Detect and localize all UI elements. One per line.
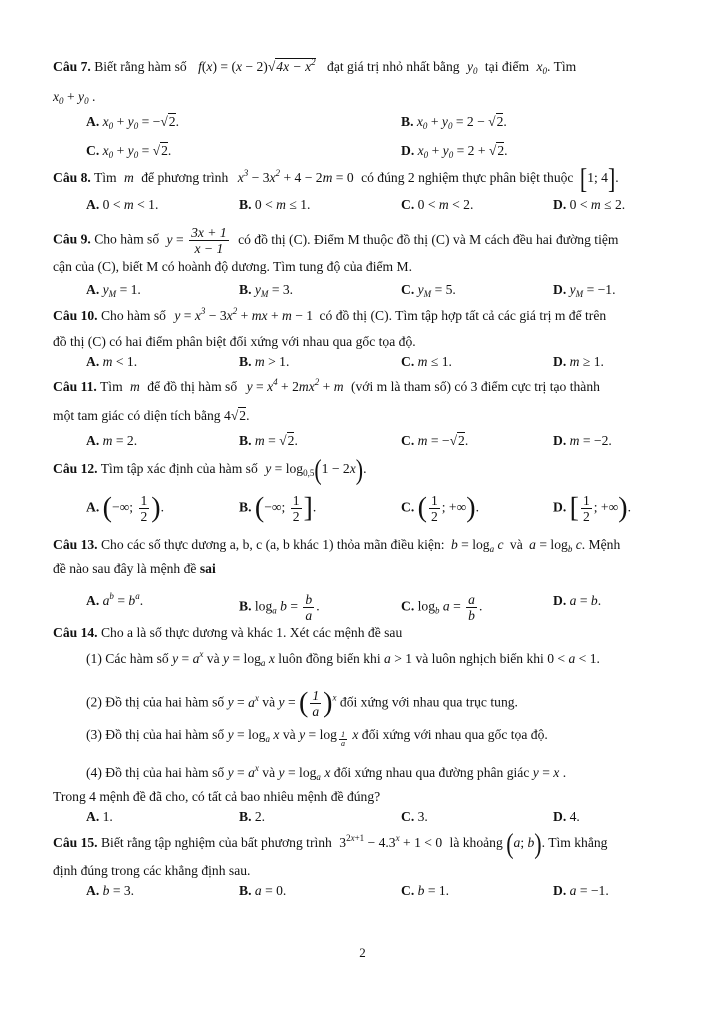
page-number: 2	[359, 945, 366, 960]
q9-line-1	[53, 225, 673, 256]
q10-text-b: có đồ thị (C). Tìm tập hợp tất cả các giá trị m để trên	[319, 308, 607, 323]
q7-option-a[interactable]: A. $x_0 + y_0 = -√2$.	[86, 114, 179, 131]
q14-option-b[interactable]: B. 2.	[239, 809, 266, 824]
q13-option-b[interactable]: B. $\log_a b$ = $\frac{b}{a}$ .	[239, 592, 320, 623]
q12-line-1	[53, 452, 673, 486]
q11-line-1: Câu 11. Tìm m để đồ thị hàm số $y = x^4 + 2mx^2 + m$ (với m là tham số) có 3 điểm cực trị tạo thành	[53, 377, 600, 394]
q10-option-c[interactable]: C. m ≤ 1.	[401, 354, 452, 369]
q10-line-1	[53, 307, 673, 325]
q13-text-b: . Mệnh	[581, 537, 621, 552]
q11-area: 4√2.	[224, 408, 250, 423]
q11-text-c: (với m là tham số) có 3 điểm cực trị tạo thành	[350, 379, 600, 394]
q10-label: Câu 10.	[53, 308, 98, 323]
q13-and: và	[509, 537, 523, 552]
q7-text-a: Biết rằng hàm số	[94, 59, 187, 74]
q7-line-1	[53, 58, 673, 76]
q13-option-c[interactable]: C. $\log_b a$ = $\frac{a}{b}$ .	[401, 592, 483, 623]
q8-option-c[interactable]: C. 0 < m < 2.	[401, 197, 474, 212]
q14-text-a: Cho a là số thực dương và khác 1. Xét các mệnh đề sau	[100, 625, 403, 640]
q13-line-1	[53, 536, 673, 554]
q7-ask: $x_0 + y_0$ .	[53, 89, 96, 106]
q14-line-1	[53, 624, 673, 642]
q15-text-a: Biết rằng tập nghiệm của bất phương trình	[100, 835, 332, 850]
q7-x0: $x_0$	[536, 59, 548, 76]
q8-text-c: có đúng 2 nghiệm thực phân biệt thuộc	[361, 170, 574, 185]
q11-label: Câu 11.	[53, 379, 97, 394]
q7-text-d: . Tìm	[547, 59, 577, 74]
q7-line-2	[53, 88, 673, 106]
q15-option-a[interactable]: A. b = 3.	[86, 883, 135, 898]
q13-text-a: Cho các số thực dương a, b, c (a, b khác 1) thỏa mãn điều kiện:	[100, 537, 445, 552]
q7-option-c[interactable]: C. $x_0 + y_0 = √2$.	[86, 143, 172, 160]
q11-text-b: để đồ thị hàm số	[147, 379, 238, 394]
q13-option-a[interactable]: A. $a^b = b^a$.	[86, 591, 144, 608]
q11-func: $y = x^4 + 2mx^2 + m$	[246, 377, 344, 394]
q13-line-2	[53, 560, 673, 578]
q12-label: Câu 12.	[53, 461, 98, 476]
q8-equation: $x^3 - 3x^2 + 4 - 2m = 0$	[237, 168, 354, 185]
q14-statement-2: (2) Đồ thị của hai hàm số $y = a^x$ và y = ( $\frac{1}{a}$ )$^x$ đối xứng với nhau qua trục tung.	[86, 687, 518, 719]
q8-option-d[interactable]: D. 0 < m ≤ 2.	[553, 197, 626, 212]
q9-func: y = $\frac{3x + 1}{x - 1}$	[166, 225, 227, 256]
q10-option-a[interactable]: A. m < 1.	[86, 354, 138, 369]
q11-option-c[interactable]: C. m = −√2.	[401, 433, 469, 448]
q12-text-a: Tìm tập xác định của hàm số	[100, 461, 258, 476]
q14-option-d[interactable]: D. 4.	[553, 809, 580, 824]
q8-option-b[interactable]: B. 0 < m ≤ 1.	[239, 197, 311, 212]
q13-sai: sai	[199, 561, 216, 576]
q15-ineq: $3^{2x+1} - 4.3^x + 1 < 0$	[339, 833, 443, 850]
q8-option-a[interactable]: A. 0 < m < 1.	[86, 197, 159, 212]
q11-line-2	[53, 407, 673, 425]
q7-func: $f(x) = (x - 2)√4x - x^2$	[198, 57, 316, 74]
q14-label: Câu 14.	[53, 625, 98, 640]
q9-line-2: cận của (C), biết M có hoành độ dương. Tìm tung độ của điểm M.	[53, 259, 412, 274]
q9-option-a[interactable]: A. $y_M = 1$.	[86, 282, 141, 299]
q15-line-1	[53, 826, 673, 860]
q7-text-b: đạt giá trị nhỏ nhất bằng	[327, 59, 460, 74]
q15-option-c[interactable]: C. b = 1.	[401, 883, 450, 898]
q15-text-b: là khoảng	[449, 835, 503, 850]
q15-line-2: định đúng trong các khẳng định sau.	[53, 863, 251, 878]
q15-label: Câu 15.	[53, 835, 98, 850]
q13-line2-text: đề nào sau đây là mệnh đề	[53, 561, 197, 576]
q10-option-d[interactable]: D. m ≥ 1.	[553, 354, 604, 369]
q14-statement-3: (3) Đồ thị của hai hàm số $y = \log_a x$ và y = log $_{\frac{1}{a}}$ x đối xứng với nhau qua gốc tọa độ.	[86, 727, 548, 749]
q9-option-c[interactable]: C. $y_M = 5$.	[401, 282, 456, 299]
q11-option-b[interactable]: B. m = √2.	[239, 433, 298, 448]
q7-option-b[interactable]: B. $x_0 + y_0 = 2 - √2$.	[401, 114, 507, 131]
q9-option-d[interactable]: D. $y_M = -1$.	[553, 282, 616, 299]
q9-option-b[interactable]: B. $y_M = 3$.	[239, 282, 294, 299]
q11-line2-text: một tam giác có diện tích bằng	[53, 408, 221, 423]
q11-option-d[interactable]: D. m = −2.	[553, 433, 612, 448]
q8-text-a: Tìm	[93, 170, 117, 185]
q15-text-c: Tìm khẳng	[548, 835, 608, 850]
q8-interval: [1; 4].	[579, 161, 619, 195]
q7-y0: $y_0$	[466, 59, 478, 76]
q12-func: $y = \log_{0,5}(1 - 2x)$.	[265, 452, 367, 486]
q12-option-d[interactable]: D. [ $\frac{1}{2}$ ; +∞).	[553, 492, 632, 524]
q10-line-2: đồ thị (C) có hai điểm phân biệt đối xứng với nhau qua gốc tọa độ.	[53, 334, 416, 349]
q11-option-a[interactable]: A. m = 2.	[86, 433, 138, 448]
q9-text-a: Cho hàm số	[94, 231, 160, 247]
q8-label: Câu 8.	[53, 170, 91, 185]
q15-option-b[interactable]: B. a = 0.	[239, 883, 287, 898]
q14-statement-1: (1) Các hàm số $y = a^x$ và $y = \log_a x$ luôn đồng biến khi a > 1 và luôn nghịch biến khi 0 < a < 1.	[86, 649, 600, 668]
q9-text-b: có đồ thị (C). Điểm M thuộc đồ thị (C) và M cách đều hai đường tiệm	[238, 231, 619, 247]
q13-cond2: $a = \log_b c$	[529, 537, 582, 554]
q10-option-b[interactable]: B. m > 1.	[239, 354, 290, 369]
q8-line-1: Câu 8. Tìm m để phương trình $x^3 - 3x^2 + 4 - 2m = 0$ có đúng 2 nghiệm thực phân biệt thuộc [1; 4].	[53, 161, 619, 195]
q10-text-a: Cho hàm số	[100, 308, 166, 323]
q11-text-a: Tìm	[99, 379, 123, 394]
q14-statement-4: (4) Đồ thị của hai hàm số $y = a^x$ và $y = \log_a x$ đối xứng nhau qua đường phân giác y = x .	[86, 763, 567, 782]
q12-option-a[interactable]: A. (−∞; $\frac{1}{2}$ ).	[86, 492, 165, 524]
q14-option-a[interactable]: A. 1.	[86, 809, 113, 824]
q13-label: Câu 13.	[53, 537, 98, 552]
q14-option-c[interactable]: C. 3.	[401, 809, 428, 824]
q8-text-b: để phương trình	[141, 170, 229, 185]
q7-label: Câu 7.	[53, 59, 91, 74]
q15-option-d[interactable]: D. a = −1.	[553, 883, 609, 898]
q7-text-c: tại điểm	[484, 59, 530, 74]
q7-option-d[interactable]: D. $x_0 + y_0 = 2 + √2$.	[401, 143, 508, 160]
q9-label: Câu 9.	[53, 231, 91, 247]
q13-option-d[interactable]: D. a = b.	[553, 593, 602, 608]
q13-cond1: $b = \log_a c$	[450, 537, 504, 554]
q14-question: Trong 4 mệnh đề đã cho, có tất cả bao nhiêu mệnh đề đúng?	[53, 789, 381, 804]
q10-func: $y = x^3 - 3x^2$ + mx + m − 1	[174, 306, 314, 323]
q12-option-c[interactable]: C. ( $\frac{1}{2}$ ; +∞).	[401, 492, 480, 524]
q15-interval: (a; b).	[506, 826, 546, 860]
q12-option-b[interactable]: B. (−∞; $\frac{1}{2}$ ].	[239, 492, 317, 524]
